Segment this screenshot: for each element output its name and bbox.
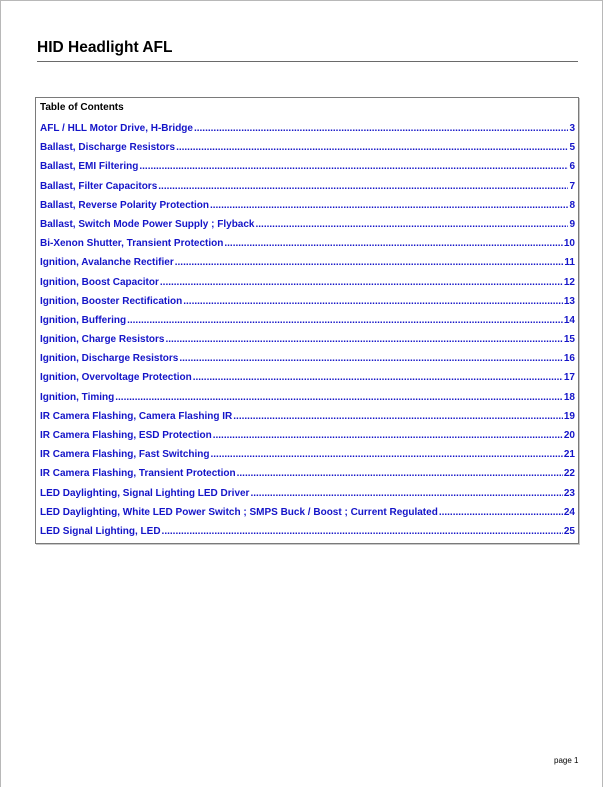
toc-entry-ir-camera-esd-protection[interactable] xyxy=(40,430,575,449)
toc-entry-ignition-discharge-resistors[interactable] xyxy=(40,353,575,372)
toc-dot-leader xyxy=(210,449,562,460)
toc-list xyxy=(40,123,575,545)
toc-page-number: 22 xyxy=(563,468,575,480)
toc-page-number: 9 xyxy=(569,218,575,230)
toc-dot-leader xyxy=(160,277,563,288)
toc-entry-label: Ignition, Buffering xyxy=(40,314,127,326)
toc-entry-ballast-reverse-polarity[interactable] xyxy=(40,200,575,219)
toc-dot-leader xyxy=(179,353,563,364)
toc-entry-ignition-charge-resistors[interactable] xyxy=(40,334,575,353)
toc-page-number: 12 xyxy=(563,276,575,288)
toc-page-number: 8 xyxy=(569,199,575,211)
toc-entry-led-signal-lighting[interactable] xyxy=(40,526,575,545)
document-title: HID Headlight AFL xyxy=(37,39,173,56)
toc-entry-ballast-emi-filtering[interactable] xyxy=(40,161,575,180)
toc-entry-label: IR Camera Flashing, Camera Flashing IR xyxy=(40,410,233,422)
toc-page-number: 18 xyxy=(563,391,575,403)
toc-page-number: 17 xyxy=(563,372,575,384)
toc-entry-afl-hll-motor-drive[interactable] xyxy=(40,123,575,142)
toc-page-number: 20 xyxy=(563,430,575,441)
toc-heading: Table of Contents xyxy=(40,102,124,113)
toc-page-number: 21 xyxy=(563,449,575,461)
toc-page-number: 5 xyxy=(569,142,575,154)
toc-dot-leader xyxy=(210,200,568,211)
toc-entry-ir-camera-flashing-ir[interactable] xyxy=(40,411,575,430)
toc-entry-label: Ballast, Switch Mode Power Supply ; Flyback xyxy=(40,218,255,230)
toc-entry-label: Ignition, Overvoltage Protection xyxy=(40,372,192,384)
toc-entry-led-daylighting-white-led[interactable] xyxy=(40,507,575,526)
toc-entry-ir-camera-transient-protection[interactable] xyxy=(40,468,575,487)
toc-dot-leader xyxy=(158,181,568,192)
toc-page-number: 6 xyxy=(569,161,575,173)
toc-entry-ignition-buffering[interactable] xyxy=(40,315,575,334)
toc-entry-label: Ignition, Charge Resistors xyxy=(40,334,165,346)
toc-dot-leader xyxy=(439,507,563,518)
toc-entry-ballast-smps-flyback[interactable] xyxy=(40,219,575,238)
toc-page-number: 10 xyxy=(563,238,575,250)
toc-page-number: 13 xyxy=(563,295,575,307)
toc-dot-leader xyxy=(176,142,568,153)
toc-entry-bi-xenon-shutter[interactable] xyxy=(40,238,575,257)
toc-entry-label: Bi-Xenon Shutter, Transient Protection xyxy=(40,238,224,250)
toc-entry-led-daylighting-signal-driver[interactable] xyxy=(40,488,575,507)
title-divider xyxy=(37,61,578,62)
toc-page-number: 3 xyxy=(569,123,575,134)
toc-entry-label: Ignition, Timing xyxy=(40,391,115,403)
page-number-footer: page 1 xyxy=(554,756,579,765)
table-of-contents xyxy=(35,97,579,544)
toc-dot-leader xyxy=(233,411,563,422)
toc-entry-ir-camera-fast-switching[interactable] xyxy=(40,449,575,468)
toc-page-number: 11 xyxy=(564,257,575,269)
toc-entry-ignition-avalanche-rectifier[interactable] xyxy=(40,257,575,276)
toc-entry-label: Ballast, Filter Capacitors xyxy=(40,180,158,192)
toc-entry-ballast-filter-capacitors[interactable] xyxy=(40,181,575,200)
toc-entry-label: AFL / HLL Motor Drive, H-Bridge xyxy=(40,123,193,134)
toc-entry-label: LED Daylighting, White LED Power Switch ; SMPS Buck / Boost ; Current Regulated xyxy=(40,506,438,518)
toc-page-number: 24 xyxy=(563,506,575,518)
toc-page-number: 19 xyxy=(563,410,575,422)
toc-entry-label: IR Camera Flashing, ESD Protection xyxy=(40,430,212,441)
toc-dot-leader xyxy=(250,488,562,499)
toc-dot-leader xyxy=(213,430,563,441)
toc-entry-label: LED Signal Lighting, LED xyxy=(40,525,161,537)
toc-page-number: 14 xyxy=(563,314,575,326)
toc-dot-leader xyxy=(162,526,563,537)
toc-entry-ignition-timing[interactable] xyxy=(40,392,575,411)
toc-dot-leader xyxy=(183,296,563,307)
toc-dot-leader xyxy=(127,315,563,326)
toc-entry-ignition-overvoltage-protection[interactable] xyxy=(40,372,575,391)
toc-entry-label: IR Camera Flashing, Fast Switching xyxy=(40,449,210,461)
toc-dot-leader xyxy=(139,161,568,172)
toc-entry-label: Ballast, Discharge Resistors xyxy=(40,142,176,154)
toc-dot-leader xyxy=(256,219,569,230)
toc-entry-label: IR Camera Flashing, Transient Protection xyxy=(40,468,236,480)
toc-dot-leader xyxy=(224,238,563,249)
toc-dot-leader xyxy=(165,334,562,345)
toc-entry-label: Ignition, Boost Capacitor xyxy=(40,276,159,288)
toc-page-number: 23 xyxy=(563,487,575,499)
toc-entry-label: Ballast, Reverse Polarity Protection xyxy=(40,199,209,211)
toc-dot-leader xyxy=(194,123,568,134)
toc-dot-leader xyxy=(115,392,563,403)
toc-entry-label: LED Daylighting, Signal Lighting LED Driver xyxy=(40,487,250,499)
toc-entry-ignition-booster-rectification[interactable] xyxy=(40,296,575,315)
toc-entry-label: Ignition, Discharge Resistors xyxy=(40,353,179,365)
toc-entry-ignition-boost-capacitor[interactable] xyxy=(40,277,575,296)
toc-dot-leader xyxy=(175,257,564,268)
toc-page-number: 25 xyxy=(563,525,575,537)
toc-entry-label: Ballast, EMI Filtering xyxy=(40,161,139,173)
toc-entry-label: Ignition, Avalanche Rectifier xyxy=(40,257,174,269)
toc-page-number: 7 xyxy=(569,180,575,192)
toc-dot-leader xyxy=(193,372,563,383)
toc-page-number: 16 xyxy=(563,353,575,365)
toc-entry-label: Ignition, Booster Rectification xyxy=(40,295,183,307)
toc-entry-ballast-discharge-resistors[interactable] xyxy=(40,142,575,161)
toc-dot-leader xyxy=(237,468,563,479)
toc-page-number: 15 xyxy=(563,334,575,346)
